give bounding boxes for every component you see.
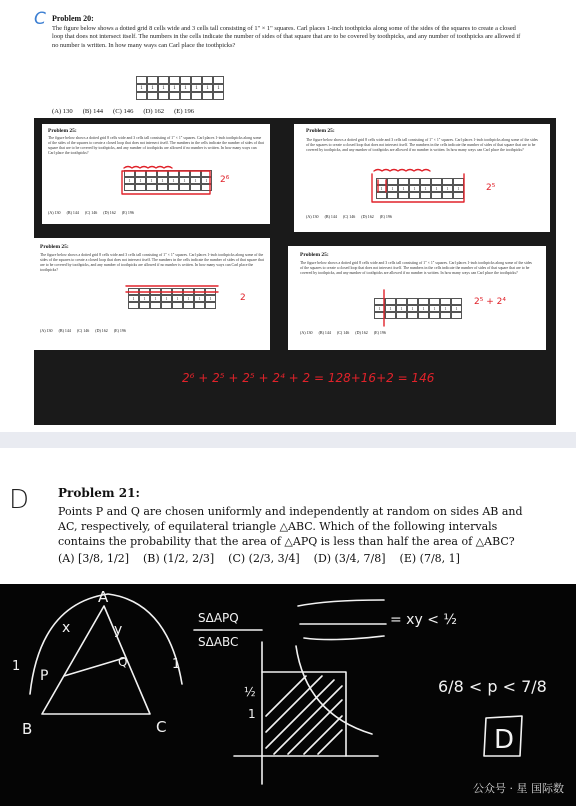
card-2-choice-b: (B) 144 [324, 214, 337, 219]
mini-grid-number: 1 [179, 177, 190, 184]
mini-grid-number: 1 [451, 305, 462, 312]
equation: = xy < ½ [390, 612, 457, 628]
mini-grid-number: 1 [453, 185, 464, 192]
p21-choice-c: (C) (2/3, 3/4] [228, 552, 300, 565]
card-1-choice-b: (B) 144 [66, 210, 79, 215]
mini-grid-number: 1 [396, 305, 407, 312]
mini-grid-number: 1 [429, 305, 440, 312]
problem-marker-c: C [34, 9, 46, 29]
mini-grid-number: 1 [161, 295, 172, 302]
mini-grid-number: 1 [150, 295, 161, 302]
card-4-ink [288, 246, 546, 350]
mini-grid-number: 1 [194, 295, 205, 302]
grid-cell-number: 1 [158, 84, 169, 92]
label-p: P [40, 668, 49, 684]
card-4-annotation: 2⁵ + 2⁴ [474, 297, 506, 307]
mini-grid-number: 1 [146, 177, 157, 184]
card-1-choice-e: (E) 196 [121, 210, 134, 215]
problem-20-choices [52, 108, 194, 115]
problem-21-title: Problem 21: [58, 486, 140, 500]
ratio-top: SΔAPQ [198, 611, 239, 625]
card-1-body: The figure below shows a dotted grid 8 cells wide and 3 cells tall consisting of 1" × 1" squares. Carl places 1-inch toothpicks along some of the sides of the squares to create a closed loop that does not intersect itself. The numbers in the cells indicate the number of sides of that square that are to be covered by toothpicks, and any number of toothpicks are allowed if no number is written. In how many ways can Carl place the toothpicks? [48, 136, 264, 155]
card-1-choice-d: (D) 162 [103, 210, 116, 215]
choice-b: (B) 144 [82, 108, 104, 115]
ratio-scribble [298, 600, 386, 640]
grid-cell-number: 1 [202, 84, 213, 92]
section-divider [0, 432, 576, 448]
mini-grid-number: 1 [128, 295, 139, 302]
collage-card-3 [34, 238, 270, 350]
card-3-annotation: 2 [240, 293, 246, 303]
card-3-ink [34, 238, 270, 350]
mini-grid-number: 1 [139, 295, 150, 302]
card-4-choice-e: (E) 196 [373, 330, 386, 335]
mini-grid-number: 1 [190, 177, 201, 184]
card-2-choice-e: (E) 196 [379, 214, 392, 219]
card-3-choice-b: (B) 144 [58, 328, 71, 333]
label-half: ½ [244, 685, 256, 699]
mini-grid-number: 1 [183, 295, 194, 302]
label-x: x [62, 620, 71, 636]
p21-choice-b: (B) (1/2, 2/3] [143, 552, 215, 565]
card-4-body: The figure below shows a dotted grid 8 cells wide and 3 cells tall consisting of 1" × 1" squares. Carl places 1-inch toothpicks along some of the sides of the squares to create a closed loop that does not intersect itself. The numbers in the cells indicate the number of sides of that square that are to be covered by toothpicks, and any number of toothpicks are allowed if no number is written. In how many ways can Carl place the toothpicks? [300, 261, 532, 275]
card-2-annotation: 2⁵ [486, 183, 496, 193]
collage-sum-ink [34, 356, 556, 396]
mini-grid-number: 1 [168, 177, 179, 184]
card-3-choice-c: (C) 146 [76, 328, 90, 333]
watermark: 公众号 · 星 国际数 [473, 782, 564, 795]
label-one-b: 1 [172, 657, 181, 672]
card-4-title: Problem 25: [300, 252, 329, 258]
problem-20-body: The figure below shows a dotted grid 8 cells wide and 3 cells tall consisting of 1" × 1" squares. Carl places 1-inch toothpicks along some of the sides of the squares to create a closed loop that does not intersect itself. The numbers in the cells indicate the number of sides of that square that are to be covered by toothpicks, and any number of toothpicks are allowed if no number is written. In how many ways can Carl place the toothpicks? [52, 25, 521, 49]
grid-cell-number: 1 [191, 84, 202, 92]
card-1-ink [42, 124, 270, 224]
board-drawing [0, 584, 576, 806]
card-3-choice-d: (D) 162 [95, 328, 108, 333]
mini-grid-number: 1 [374, 305, 385, 312]
mini-grid-number: 1 [387, 185, 398, 192]
mini-grid-number: 1 [124, 177, 135, 184]
card-1-choice-a: (A) 130 [48, 210, 61, 215]
grid-cell-number: 1 [147, 84, 158, 92]
choice-a: (A) 130 [52, 108, 73, 115]
mini-grid-number: 1 [135, 177, 146, 184]
collage-card-2 [294, 124, 550, 232]
choice-c: (C) 146 [113, 108, 134, 115]
problem-20-title: Problem 20: [52, 14, 94, 23]
card-4-choice-b: (B) 144 [318, 330, 331, 335]
collage-card-4 [288, 246, 546, 350]
choice-d: (D) 162 [143, 108, 165, 115]
problem-21-choices [58, 552, 474, 565]
card-3-choice-e: (E) 196 [113, 328, 126, 333]
p21-choice-a: (A) [3/8, 1/2] [58, 552, 130, 565]
card-2-choice-c: (C) 146 [342, 214, 356, 219]
grid-cell-number: 1 [180, 84, 191, 92]
mini-grid-number: 1 [409, 185, 420, 192]
label-a: A [98, 588, 109, 606]
mini-grid-number: 1 [418, 305, 429, 312]
card-1-annotation: 2⁶ [220, 175, 230, 185]
label-c: C [156, 718, 167, 736]
card-4-choice-c: (C) 146 [336, 330, 350, 335]
card-3-body: The figure below shows a dotted grid 8 cells wide and 3 cells tall consisting of 1" × 1" squares. Carl places 1-inch toothpicks along some of the sides of the squares to create a closed loop that does not intersect itself. The numbers in the cells indicate the number of sides of that square that are to be covered by toothpicks, and any number of toothpicks are allowed if no number is written. In how many ways can Carl place the toothpicks? [40, 253, 264, 272]
card-3-choice-a: (A) 130 [40, 328, 53, 333]
grid-cell-number: 1 [136, 84, 147, 92]
mini-grid-number: 1 [172, 295, 183, 302]
triangle-abc [42, 606, 150, 714]
mini-grid-number: 1 [398, 185, 409, 192]
probability-bound: 6/8 < p < 7/8 [438, 677, 547, 696]
mini-grid-number: 1 [407, 305, 418, 312]
mini-grid-number: 1 [440, 305, 451, 312]
label-y: y [114, 622, 123, 638]
problem-20-grid [136, 76, 224, 100]
grid-cell-number: 1 [213, 84, 224, 92]
problem-21-text: Points P and Q are chosen uniformly and independently at random on sides AB and AC, respectively, of equilateral triangle △ABC. Which of the following intervals contains the probability that the area of △APQ is less than half the area of △ABC? [58, 505, 523, 548]
mini-grid-number: 1 [157, 177, 168, 184]
card-2-choice-a: (A) 130 [306, 214, 319, 219]
label-q: Q [118, 655, 128, 669]
mini-grid-number: 1 [205, 295, 216, 302]
collage-card-1 [42, 124, 270, 224]
mini-grid-number: 1 [376, 185, 387, 192]
card-4-choice-a: (A) 130 [300, 330, 313, 335]
card-1-title: Problem 25: [48, 128, 77, 134]
p21-choice-d: (D) (3/4, 7/8] [313, 552, 386, 565]
label-one-a: 1 [12, 659, 21, 674]
problem-marker-d: D [9, 485, 30, 515]
card-4-choice-d: (D) 162 [355, 330, 368, 335]
card-2-title: Problem 25: [306, 128, 335, 134]
card-1-choice-c: (C) 146 [84, 210, 98, 215]
label-b: B [22, 720, 33, 738]
card-3-title: Problem 25: [40, 244, 69, 250]
grid-cell-number: 1 [169, 84, 180, 92]
answer-label: D [494, 725, 515, 755]
mini-grid-number: 1 [431, 185, 442, 192]
problem-21-section [0, 448, 576, 806]
card-2-choice-d: (D) 162 [361, 214, 374, 219]
p21-choice-e: (E) (7/8, 1] [399, 552, 460, 565]
choice-e: (E) 196 [174, 108, 195, 115]
label-one-c: 1 [248, 707, 256, 721]
plot-hatch [266, 676, 342, 754]
mini-grid-number: 1 [442, 185, 453, 192]
mini-grid-number: 1 [385, 305, 396, 312]
collage-sum-line: 2⁶ + 2⁵ + 2⁵ + 2⁴ + 2 = 128+16+2 = 146 [182, 371, 435, 385]
ratio-bottom: SΔABC [198, 635, 239, 649]
solution-collage [34, 118, 556, 425]
card-2-ink [294, 124, 550, 232]
blackboard [0, 584, 576, 806]
mini-grid-number: 1 [420, 185, 431, 192]
mini-grid-number: 1 [201, 177, 212, 184]
card-2-body: The figure below shows a dotted grid 8 cells wide and 3 cells tall consisting of 1" × 1" squares. Carl places 1-inch toothpicks along some of the sides of the squares to create a closed loop that does not intersect itself. The numbers in the cells indicate the number of sides of that square that are to be covered by toothpicks, and any number of toothpicks are allowed if no number is written. In how many ways can Carl place the toothpicks? [306, 138, 538, 152]
